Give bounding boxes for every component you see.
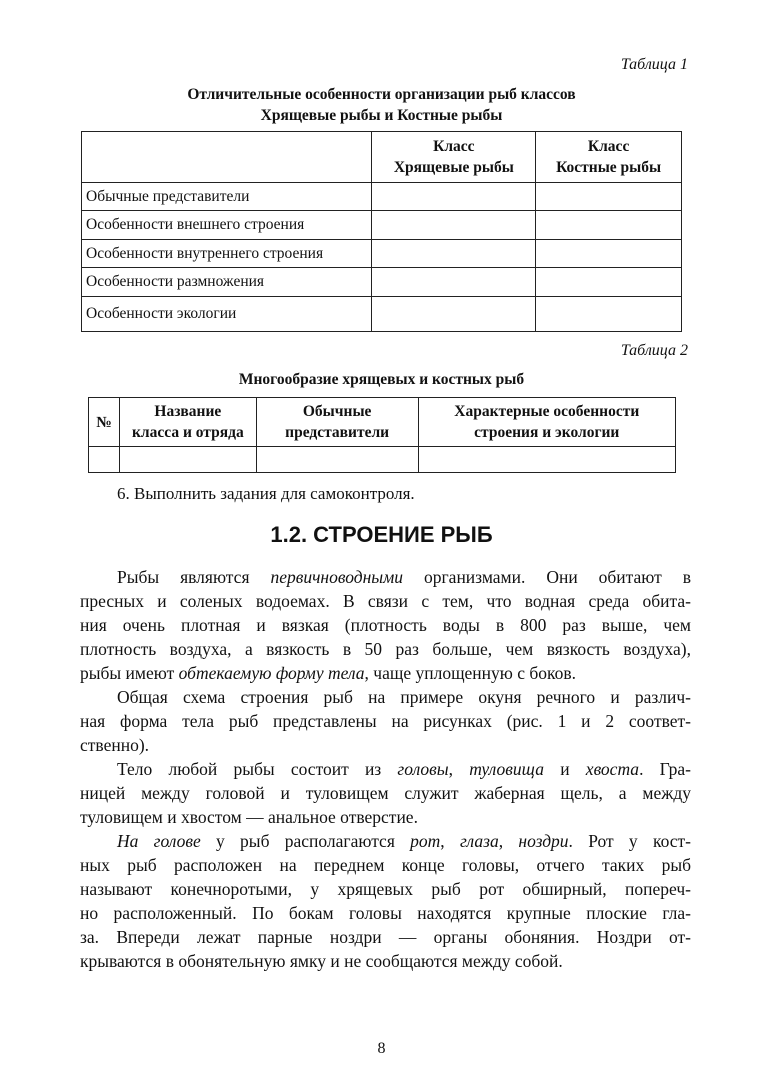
page-number: 8: [377, 1040, 386, 1057]
text-line: пресных и соленых водоемах. В связи с тем, что водная среда обита-: [80, 591, 691, 612]
text-line: ных рыб расположен на переднем конце головы, отчего таких рыб: [80, 855, 691, 876]
text-line: Рыбы являются первичноводными организмами. Они обитают в: [117, 567, 691, 587]
table2-name-line2: класса и отряда: [132, 424, 244, 441]
table2-caption: Таблица 2: [620, 342, 688, 359]
text-line: плотность воздуха, а вязкость в 50 раз больше, чем вязкость воздуха),: [80, 639, 691, 660]
table2-rep-line2: представители: [285, 424, 390, 441]
text-line: Общая схема строения рыб на примере окуня речного и различ-: [117, 687, 691, 707]
table1-header-row: [82, 132, 682, 183]
table1-header-empty: [82, 132, 372, 183]
text-line: называют конечноротыми, у хрящевых рыб рот обширный, попереч-: [80, 879, 691, 900]
table2-rep-line1: Обычные: [302, 403, 372, 420]
table1: [81, 131, 682, 332]
section-heading: 1.2. СТРОЕНИЕ РЫБ: [270, 522, 493, 547]
table1-cell-empty: [536, 240, 682, 268]
table1-row-label: Особенности внутреннего строения: [82, 240, 372, 268]
table1-cell-empty: [536, 268, 682, 297]
table1-row-label: Особенности внешнего строения: [82, 211, 372, 240]
table1-col1-line2: Хрящевые рыбы: [393, 159, 514, 176]
paragraph-3: [80, 757, 691, 829]
table2-feat-line2: строения и экологии: [474, 424, 620, 441]
table1-title: [0, 84, 763, 126]
table2-title: Многообразие хрящевых и костных рыб: [238, 371, 525, 388]
text-line: ная форма тела рыб представлены на рисунках (рис. 1 и 2 соответ-: [80, 711, 691, 732]
table1-caption: Таблица 1: [620, 56, 688, 73]
table-row: [82, 183, 682, 211]
table1-header-bony: [536, 132, 682, 183]
table-row: [82, 268, 682, 297]
table1-col2-line2: Костные рыбы: [556, 159, 662, 176]
table2-header-number: №: [89, 398, 120, 447]
table2-header-representatives: [256, 398, 418, 447]
paragraph-4: [80, 829, 691, 974]
text-line: ственно).: [80, 735, 150, 756]
table2-header-name: [119, 398, 256, 447]
text-line: Тело любой рыбы состоит из головы, туловища и хвоста. Гра-: [117, 759, 691, 779]
table-row: [82, 211, 682, 240]
table1-title-line1: Отличительные особенности организации рыб классов: [187, 86, 576, 103]
table1-cell-empty: [372, 297, 536, 332]
table2: [88, 397, 676, 473]
table1-row-label: Особенности размножения: [82, 268, 372, 297]
text-line: туловищем и хвостом — анальное отверстие.: [80, 807, 418, 828]
table1-cell-empty: [372, 211, 536, 240]
table1-cell-empty: [372, 183, 536, 211]
table2-cell-empty: [89, 447, 120, 473]
task-text: 6. Выполнить задания для самоконтроля.: [117, 484, 415, 503]
text-line: за. Впереди лежат парные ноздри — органы обоняния. Ноздри от-: [80, 927, 691, 948]
table1-cell-empty: [536, 297, 682, 332]
table2-name-line1: Название: [154, 403, 222, 420]
text-line: крываются в обонятельную ямку и не сообщаются между собой.: [80, 951, 563, 972]
text-line: ния очень плотная и вязкая (плотность воды в 800 раз выше, чем: [80, 615, 691, 636]
paragraph-1: [80, 565, 691, 685]
table1-title-line2: Хрящевые рыбы и Костные рыбы: [260, 107, 503, 124]
table2-feat-line1: Характерные особенности: [454, 403, 640, 420]
table-row: [89, 447, 676, 473]
table1-cell-empty: [372, 240, 536, 268]
table2-cell-empty: [119, 447, 256, 473]
table1-cell-empty: [536, 211, 682, 240]
paragraph-2: [80, 685, 691, 757]
table1-row-label: Обычные представители: [82, 183, 372, 211]
table2-cell-empty: [256, 447, 418, 473]
table1-cell-empty: [536, 183, 682, 211]
text-line: ницей между головой и туловищем служит жаберная щель, а между: [80, 783, 691, 804]
table1-cell-empty: [372, 268, 536, 297]
text-line: На голове у рыб располагаются рот, глаза, ноздри. Рот у кост-: [117, 831, 691, 851]
table2-cell-empty: [418, 447, 675, 473]
table-row: [82, 297, 682, 332]
table1-row-label: Особенности экологии: [82, 297, 372, 332]
table1-header-cartilaginous: [372, 132, 536, 183]
table1-col1-line1: Класс: [433, 138, 475, 155]
table2-header-features: [418, 398, 675, 447]
table1-col2-line1: Класс: [587, 138, 630, 155]
table-row: [82, 240, 682, 268]
table2-header-row: [89, 398, 676, 447]
text-line: рыбы имеют обтекаемую форму тела, чаще уплощенную с боков.: [80, 663, 577, 684]
text-line: но расположенный. По бокам головы находятся крупные плоские гла-: [80, 903, 691, 924]
